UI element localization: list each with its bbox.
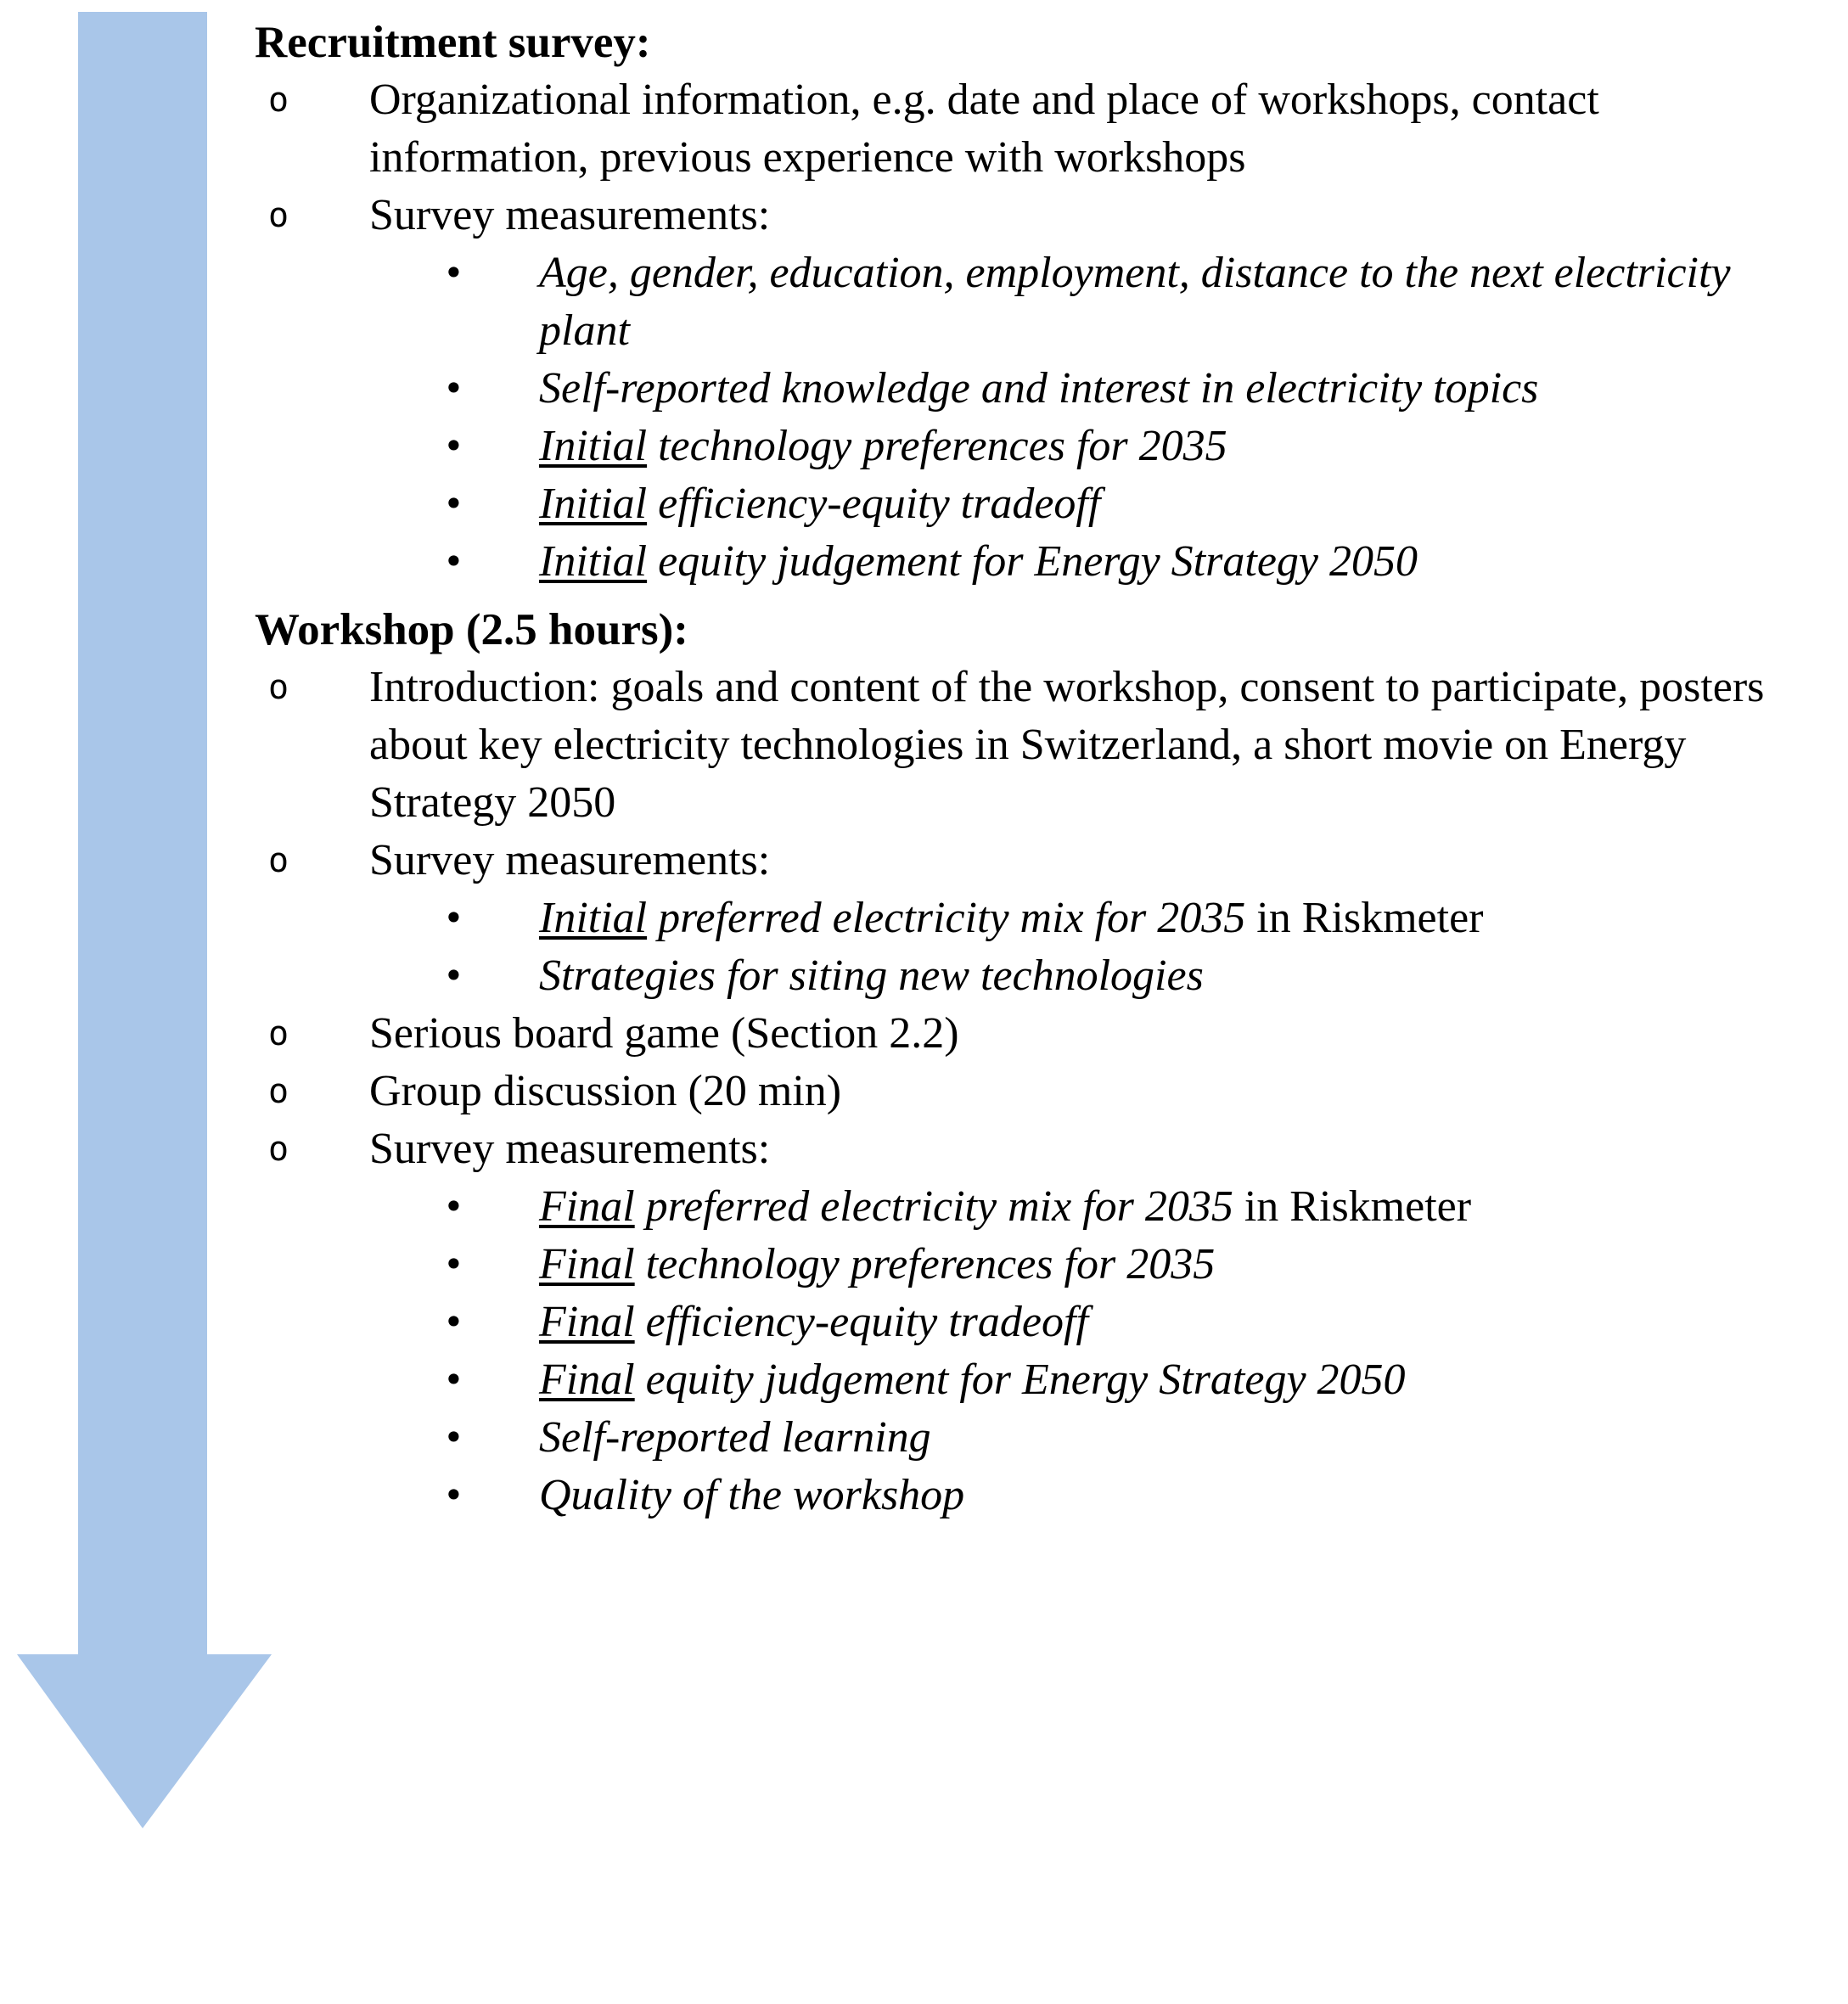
underlined-keyword: Initial: [539, 422, 648, 470]
sub-item-text: efficiency-equity tradeoff: [634, 1298, 1088, 1346]
circle-bullet-icon: o: [268, 81, 289, 120]
sub-item-text: equity judgement for Energy Strategy 2050: [647, 537, 1418, 586]
sub-item-roman-text: in Riskmeter: [1233, 1182, 1472, 1231]
circle-bullet-icon: o: [268, 196, 289, 235]
sub-item-text: technology preferences for 2035: [634, 1240, 1216, 1288]
sub-item-text: equity judgement for Energy Strategy 2050: [634, 1356, 1406, 1404]
circle-bullet-icon: o: [268, 668, 289, 707]
dot-bullet-icon: •: [443, 541, 464, 582]
sub-list-item: [255, 1178, 1783, 1236]
dot-bullet-icon: •: [443, 483, 464, 525]
sub-list-item: [255, 1409, 1783, 1467]
down-arrow-shape: [17, 12, 272, 1828]
dot-bullet-icon: •: [443, 252, 464, 294]
section-heading: Recruitment survey:: [255, 18, 651, 67]
list-item-text: Survey measurements:: [369, 1125, 771, 1173]
process-timeline-arrow: [17, 12, 272, 1828]
dot-bullet-icon: •: [443, 1301, 464, 1343]
sub-list-item: [255, 1467, 1783, 1524]
sub-item-text: Self-reported knowledge and interest in electricity topics: [539, 364, 1539, 413]
sub-item-text: technology preferences for 2035: [647, 422, 1227, 470]
sub-item-text: Strategies for siting new technologies: [539, 951, 1204, 1000]
sub-item-text: Quality of the workshop: [539, 1471, 965, 1519]
section-recruitment-survey: [255, 14, 1783, 591]
circle-bullet-icon: o: [268, 1014, 289, 1053]
underlined-keyword: Initial: [539, 480, 648, 528]
sub-item-roman-text: in Riskmeter: [1245, 894, 1484, 942]
sub-item-text: efficiency-equity tradeoff: [647, 480, 1101, 528]
underlined-keyword: Initial: [539, 537, 648, 586]
circle-bullet-icon: o: [268, 841, 289, 880]
dot-bullet-icon: •: [443, 1417, 464, 1458]
sub-item-text: preferred electricity mix for 2035: [647, 894, 1246, 942]
underlined-keyword: Final: [539, 1356, 635, 1404]
circle-bullet-icon: o: [268, 1130, 289, 1169]
dot-bullet-icon: •: [443, 897, 464, 939]
list-item-text: Serious board game (Section 2.2): [369, 1009, 959, 1058]
underlined-keyword: Initial: [539, 894, 648, 942]
sub-list-item: [255, 360, 1783, 418]
sub-list-item: [255, 418, 1783, 475]
sub-list-item: [255, 533, 1783, 591]
list-item: [255, 832, 1783, 890]
list-item-text: Survey measurements:: [369, 191, 771, 239]
sub-list-item: [255, 890, 1783, 947]
list-item: [255, 1120, 1783, 1178]
underlined-keyword: Final: [539, 1298, 635, 1346]
list-item-text: Organizational information, e.g. date and place of workshops, contact information, previous experience with workshops: [369, 76, 1599, 182]
circle-bullet-icon: o: [268, 1072, 289, 1111]
list-item: [255, 659, 1783, 832]
sub-list-item: [255, 1351, 1783, 1409]
dot-bullet-icon: •: [443, 955, 464, 996]
sub-item-text: Age, gender, education, employment, distance to the next electricity plant: [539, 249, 1731, 355]
underlined-keyword: Final: [539, 1240, 635, 1288]
list-item: [255, 71, 1783, 187]
sub-list-item: [255, 1236, 1783, 1294]
sub-item-text: Self-reported learning: [539, 1413, 931, 1462]
list-item-text: Group discussion (20 min): [369, 1067, 842, 1115]
section-workshop: [255, 601, 1783, 1524]
dot-bullet-icon: •: [443, 1243, 464, 1285]
sub-list-item: [255, 1294, 1783, 1351]
section-heading: Workshop (2.5 hours):: [255, 605, 688, 654]
sub-list-item: [255, 475, 1783, 533]
dot-bullet-icon: •: [443, 1186, 464, 1227]
list-item: [255, 1005, 1783, 1063]
list-item-text: Survey measurements:: [369, 836, 771, 884]
sub-item-text: preferred electricity mix for 2035: [634, 1182, 1233, 1231]
underlined-keyword: Final: [539, 1182, 635, 1231]
list-item: [255, 187, 1783, 244]
dot-bullet-icon: •: [443, 368, 464, 409]
list-item-text: Introduction: goals and content of the workshop, consent to participate, posters about key electricity technologies in Switzerland, a short movie on Energy Strategy 2050: [369, 663, 1765, 827]
dot-bullet-icon: •: [443, 1474, 464, 1516]
dot-bullet-icon: •: [443, 425, 464, 467]
dot-bullet-icon: •: [443, 1359, 464, 1401]
figure-text-column: [255, 14, 1783, 1524]
list-item: [255, 1063, 1783, 1120]
sub-list-item: [255, 947, 1783, 1005]
sub-list-item: [255, 244, 1783, 360]
